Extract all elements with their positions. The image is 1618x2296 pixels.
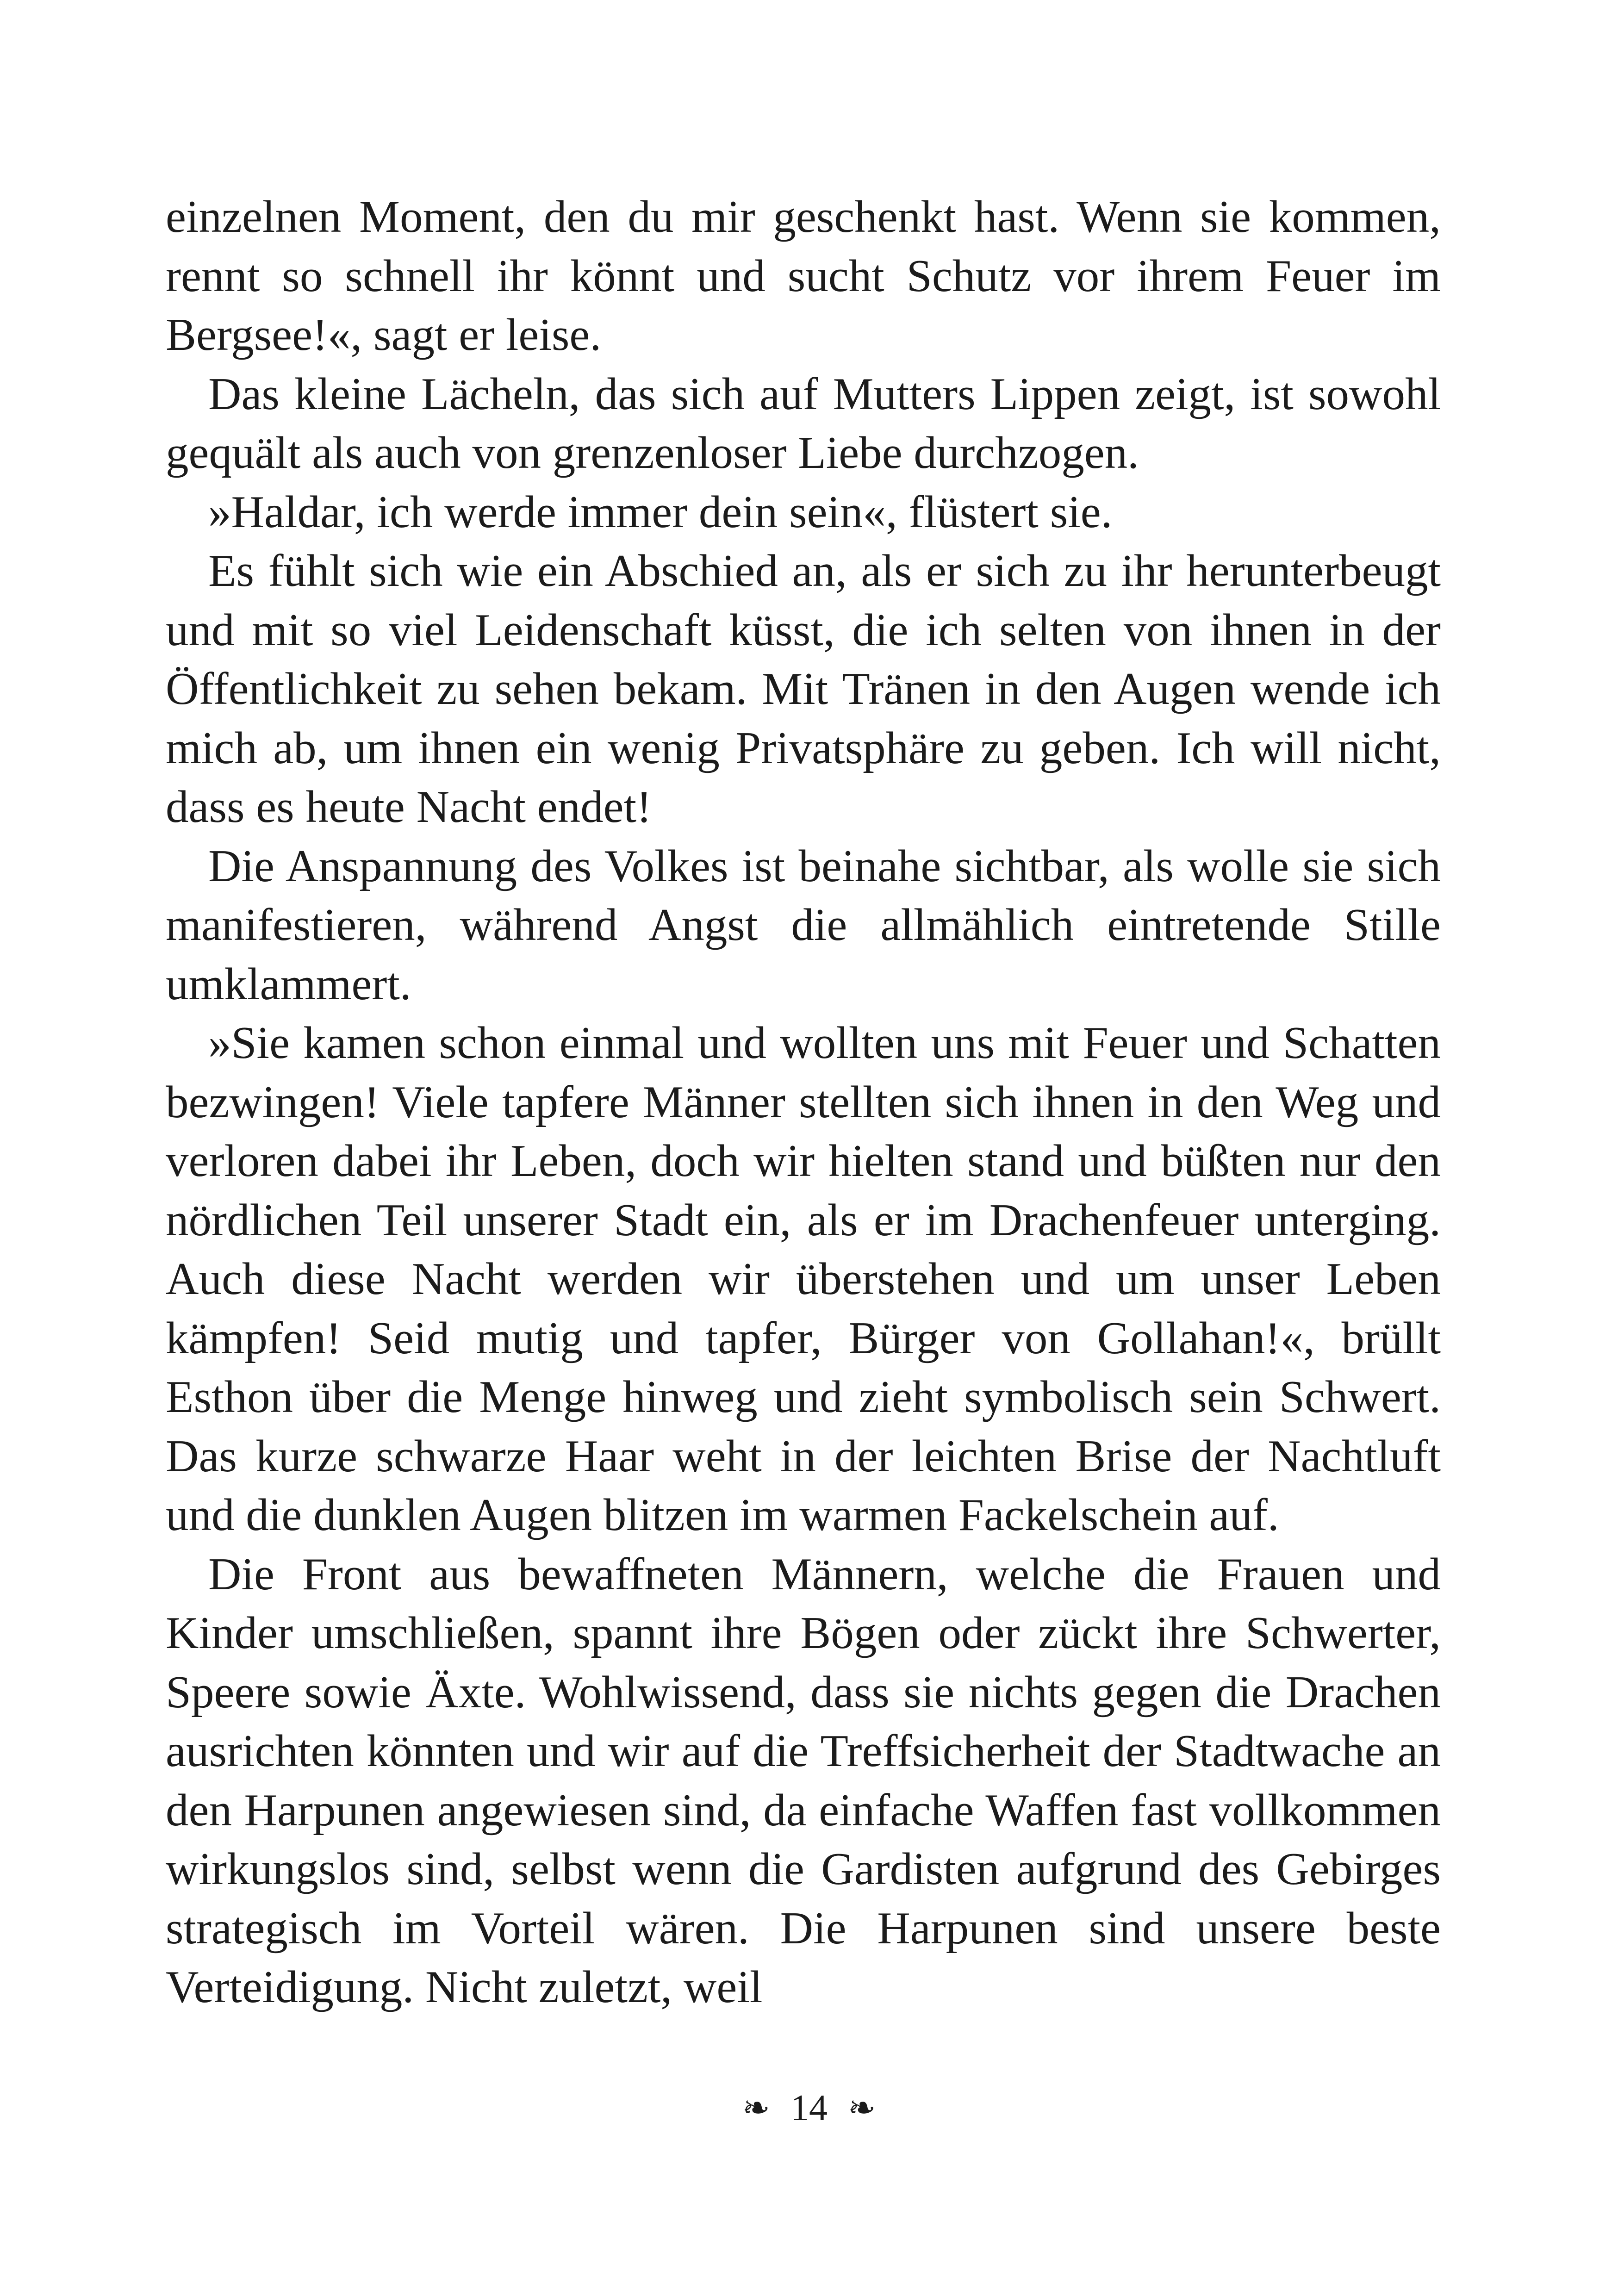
floral-heart-icon: ❧ xyxy=(848,2090,876,2127)
paragraph: »Haldar, ich werde immer dein sein«, flüstert sie. xyxy=(208,486,1113,537)
paragraph: Das kleine Lächeln, das sich auf Mutters Lippen zeigt, ist sowohl gequält als auch von grenzenloser Liebe durchzogen. xyxy=(166,368,1441,478)
paragraph: einzelnen Moment, den du mir geschenkt hast. Wenn sie kommen, rennt so schnell ihr könnt und sucht Schutz vor ihrem Feuer im Bergsee!«, sagt er leise. xyxy=(166,192,1441,360)
page-footer xyxy=(0,2085,1618,2131)
paragraph: Es fühlt sich wie ein Abschied an, als er sich zu ihr herunterbeugt und mit so viel Leidenschaft küsst, die ich selten von ihnen in der Öffentlichkeit zu sehen bekam. Mit Tränen in den Augen wende ich mich ab, um ihnen ein wenig Privatsphäre zu geben. Ich will nicht, dass es heute Nacht endet! xyxy=(166,546,1441,832)
body-text xyxy=(166,187,1441,2017)
paragraph: Die Anspannung des Volkes ist beinahe sichtbar, als wolle sie sich manifestieren, während Angst die allmählich eintretende Stille umklammert. xyxy=(166,840,1441,1009)
paragraph: Die Front aus bewaffneten Männern, welche die Frauen und Kinder umschließen, spannt ihre Bögen oder zückt ihre Schwerter, Speere sowie Äxte. Wohlwissend, dass sie nichts gegen die Drachen ausrichten könnten und wir auf die Treffsicherheit der Stadtwache an den Harpunen angewiesen sind, da einfache Waffen fast vollkommen wirkungslos sind, selbst wenn die Gardisten aufgrund des Gebirges strategisch im Vorteil wären. Die Harpunen sind unsere beste Verteidigung. Nicht zuletzt, weil xyxy=(166,1549,1441,2012)
floral-heart-icon: ❧ xyxy=(742,2090,770,2127)
page-number: 14 xyxy=(790,2088,828,2128)
paragraph: »Sie kamen schon einmal und wollten uns mit Feuer und Schatten bezwingen! Viele tapfere Männer stellten sich ihnen in den Weg und verloren dabei ihr Leben, doch wir hielten stand und büßten nur den nördlichen Teil unserer Stadt ein, als er im Drachenfeuer unterging. Auch diese Nacht werden wir überstehen und um unser Leben kämpfen! Seid mutig und tapfer, Bürger von Gollahan!«, brüllt Esthon über die Menge hinweg und zieht symbolisch sein Schwert. Das kurze schwarze Haar weht in der leichten Brise der Nachtluft und die dunklen Augen blitzen im warmen Fackelschein auf. xyxy=(166,1018,1441,1540)
